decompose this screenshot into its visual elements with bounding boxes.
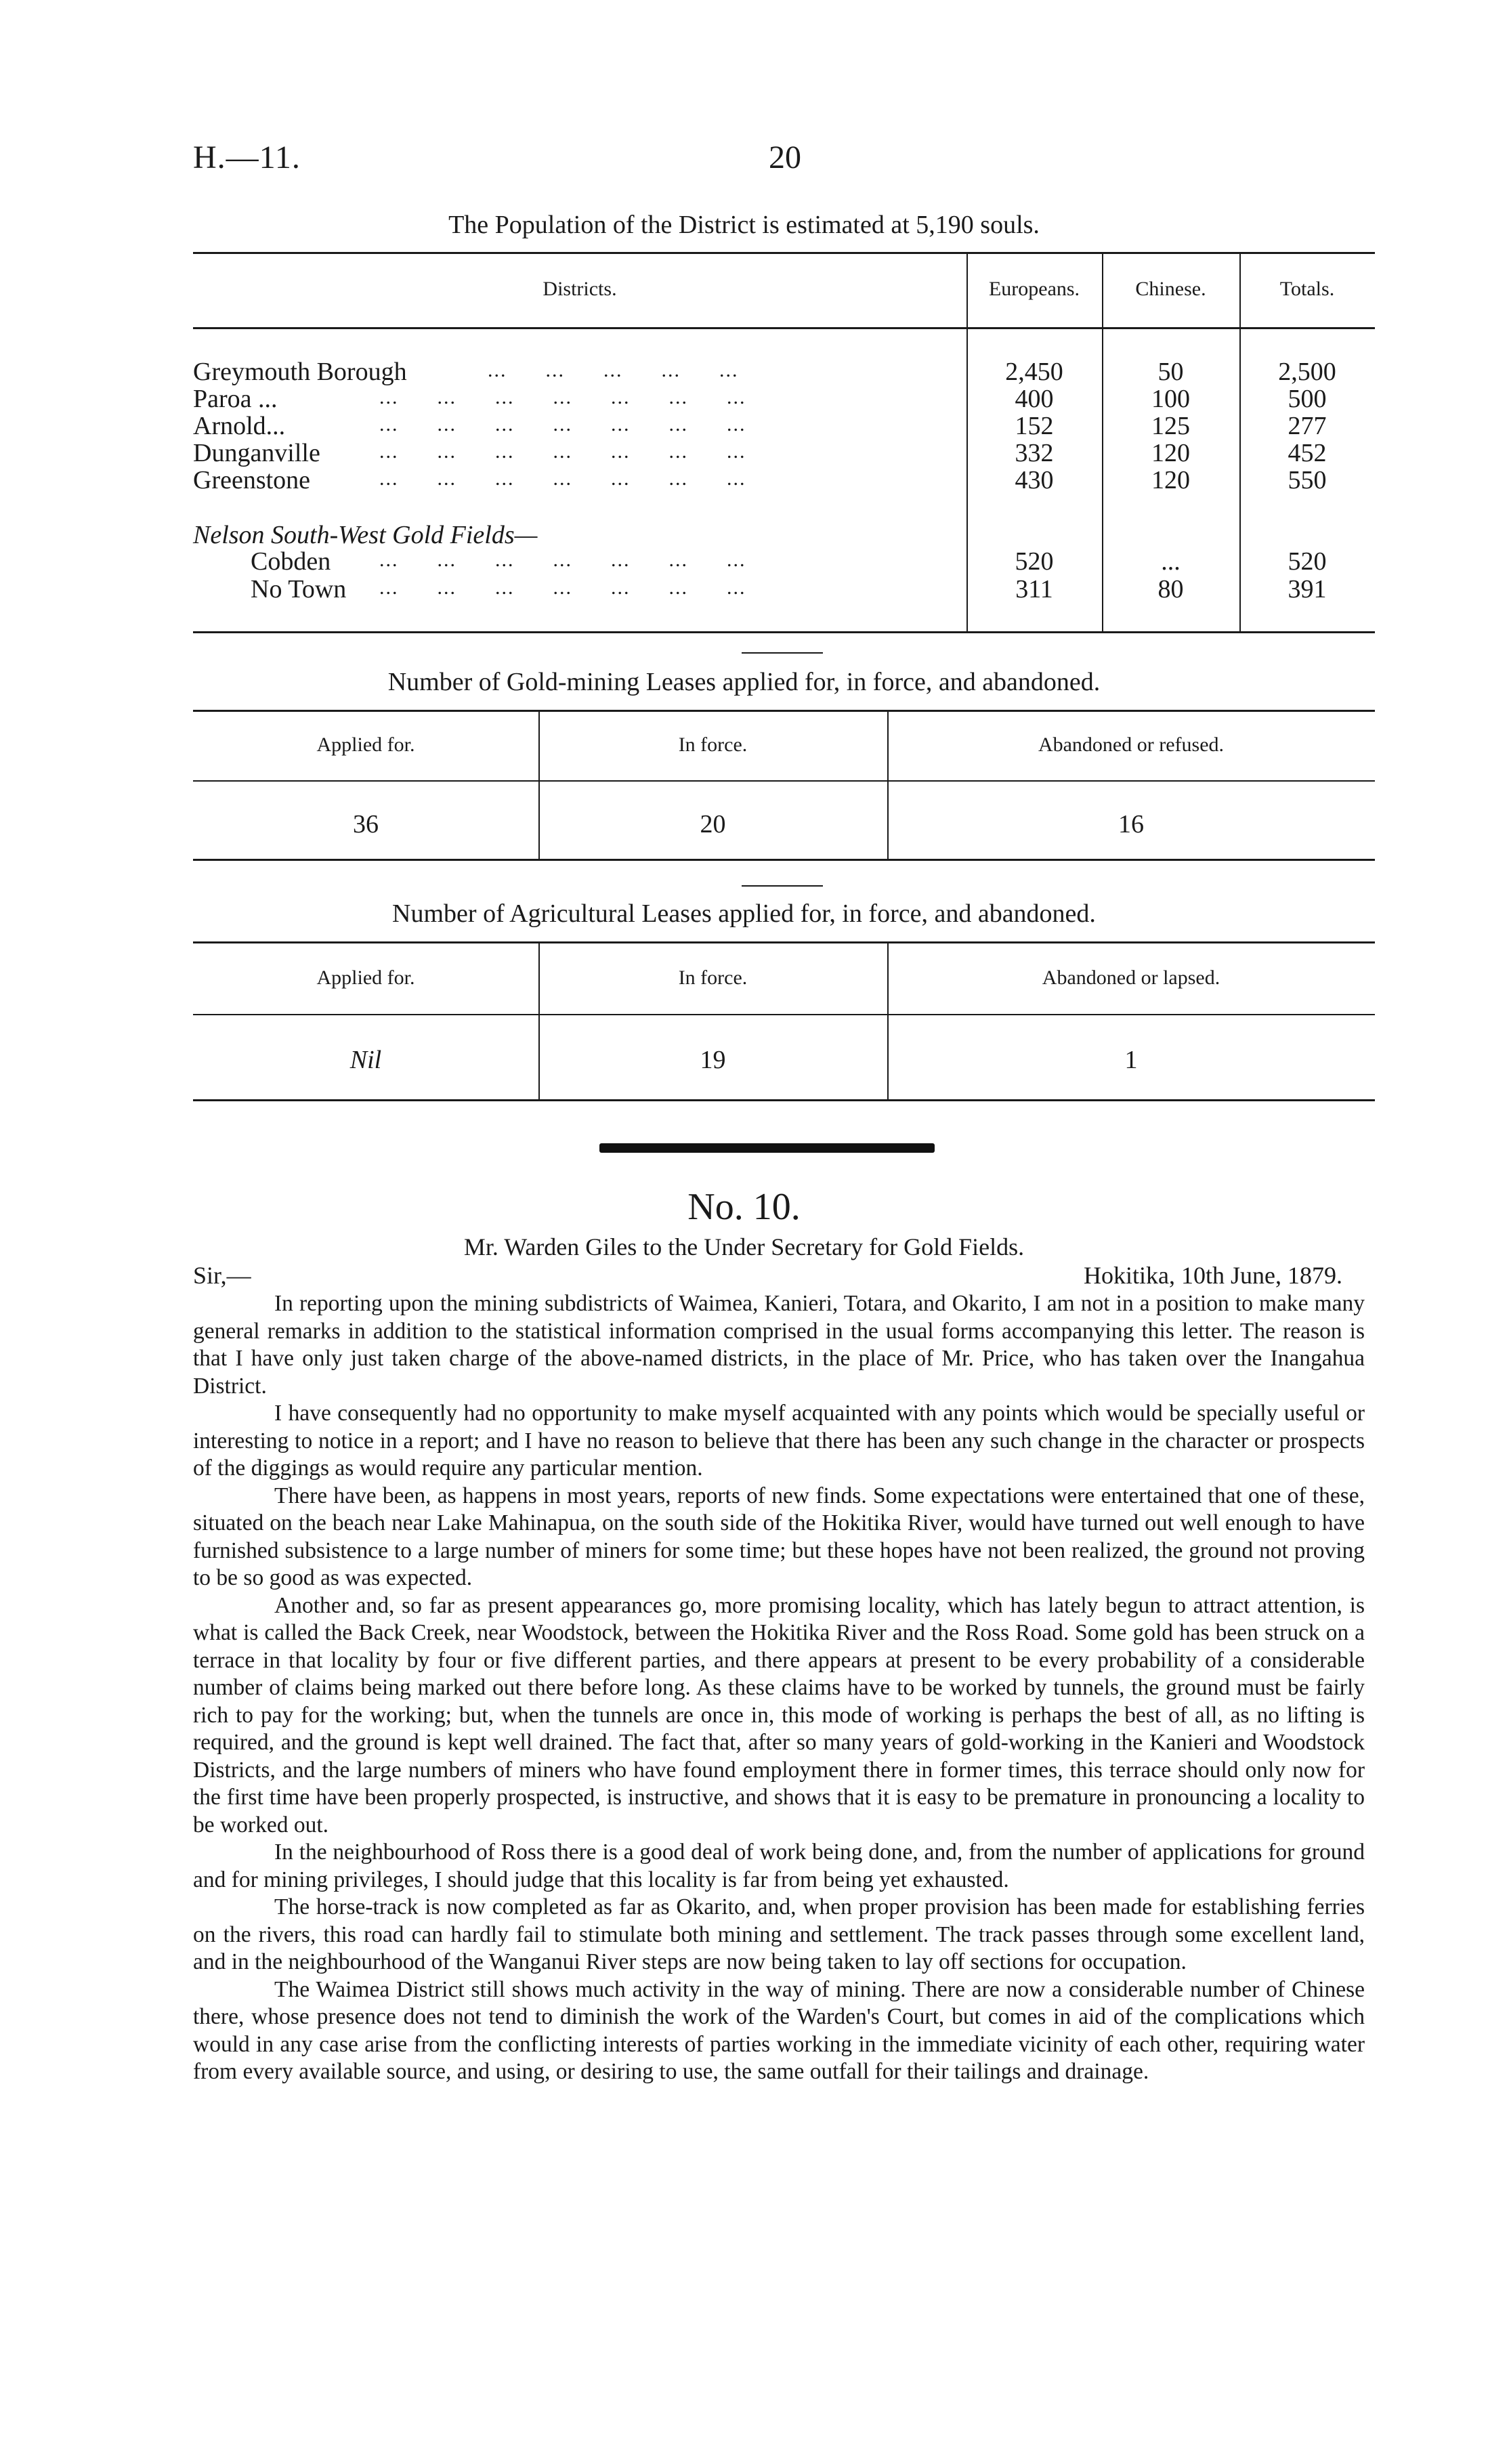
- leader-dots: ... ... ... ... ... ... ...: [379, 549, 746, 571]
- col-header-in-force: In force.: [678, 967, 748, 989]
- dateline: Hokitika, 10th June, 1879.: [1084, 1262, 1342, 1289]
- applied-value: 36: [353, 810, 379, 838]
- col-header-abandoned: Abandoned or refused.: [1038, 734, 1225, 756]
- col-header-totals: Totals.: [1279, 278, 1335, 300]
- section-divider: [599, 1143, 935, 1153]
- chinese-value: 120: [1151, 439, 1190, 467]
- col-header-europeans: Europeans.: [988, 278, 1080, 300]
- col-header-in-force: In force.: [678, 734, 748, 756]
- district-name: Cobden: [251, 547, 331, 576]
- europeans-value: 152: [1015, 412, 1054, 440]
- paragraph: The Waimea District still shows much activity in the way of mining. There are now a considerable number of Chinese there, whose presence does not tend to diminish the work of the Warden's Court, but comes in aid of the complications which would in any case arise from the conflicting interests of parties working in the immediate vicinity of each other, requiring water from every available source, and using, or desiring to use, the same outfall for their tailings and drainage.: [193, 1976, 1365, 2084]
- gold-leases-title: Number of Gold-mining Leases applied for, in force, and abandoned.: [387, 668, 1101, 696]
- chinese-value: 80: [1157, 575, 1184, 603]
- paragraph: I have consequently had no opportunity to make myself acquainted with any points which would be specially useful or interesting to notice in a report; and I have no reason to believe that there has been any such change in the character or prospects of the diggings as would require any particular mention.: [193, 1401, 1365, 1481]
- salutation: Sir,—: [193, 1262, 251, 1289]
- totals-value: 452: [1288, 439, 1327, 467]
- leader-dots: ... ... ... ... ... ... ...: [379, 386, 746, 408]
- paragraph: The horse-track is now completed as far as Okarito, and, when proper provision has been made for establishing ferries on the rivers, this road can hardly fail to stimulate both mining and settlement. The track passes through some excellent land, and in the neighbourhood of the Wanganui River steps are now being taken to lay off sections for occupation.: [193, 1894, 1365, 1974]
- abandoned-value: 16: [1118, 810, 1144, 838]
- totals-value: 500: [1288, 385, 1327, 413]
- paragraph: Another and, so far as present appearances go, more promising locality, which has lately begun to attract attention, is what is called the Back Creek, near Woodstock, between the Hokitika River and the Ross Road. Some gold has been struck on a terrace in that locality by four or five different parties, and there appears at present to be every probability of a considerable number of claims being marked out there before long. As these claims have to be worked by tunnels, the ground must be fairly rich to pay for the working; but, when the tunnels are once in, this mode of working is perhaps the best of all, as no lifting is required, and the ground is kept well drained. The fact that, after so many years of gold-working in the Kanieri and Woodstock Districts, and the large numbers of miners who have found employment there in former times, this terrace should only now for the first time have been properly prospected, is instructive, and shows that it is easy to be premature in pronouncing a locality to be worked out.: [193, 1592, 1365, 1838]
- leader-dots: ... ... ... ... ... ... ...: [379, 467, 746, 490]
- chinese-value: 125: [1151, 412, 1190, 440]
- col-header-districts: Districts.: [543, 278, 617, 300]
- totals-value: 391: [1288, 575, 1327, 603]
- col-header-abandoned: Abandoned or lapsed.: [1042, 967, 1220, 989]
- in-force-value: 19: [700, 1046, 726, 1074]
- totals-value: 277: [1288, 412, 1327, 440]
- totals-value: 520: [1288, 547, 1327, 576]
- district-name: Greymouth Borough: [193, 358, 407, 386]
- letter-body: [193, 1290, 1365, 2086]
- letter-number: No. 10.: [687, 1186, 801, 1228]
- chinese-value: 50: [1157, 358, 1184, 386]
- totals-value: 2,500: [1278, 358, 1336, 386]
- in-force-value: 20: [700, 810, 726, 838]
- district-name: Arnold...: [193, 412, 286, 440]
- chinese-value: 100: [1151, 385, 1190, 413]
- chinese-value: 120: [1151, 466, 1190, 494]
- europeans-value: 2,450: [1005, 358, 1063, 386]
- district-name: Dunganville: [193, 439, 320, 467]
- district-name: No Town: [251, 575, 347, 603]
- page-number: 20: [769, 140, 801, 175]
- col-header-chinese: Chinese.: [1135, 278, 1206, 300]
- paragraph: There have been, as happens in most years, reports of new finds. Some expectations were entertained that one of these, situated on the beach near Lake Mahinapua, on the south side of the Hokitika River, would have turned out well enough to have furnished subsistence to a large number of miners for some time; but these hopes have not been realized, the ground not proving to be so good as was expected.: [193, 1483, 1365, 1590]
- applied-value: Nil: [349, 1046, 382, 1074]
- abandoned-value: 1: [1124, 1046, 1138, 1074]
- nelson-subheading: Nelson South-West Gold Fields—: [193, 521, 538, 549]
- europeans-value: 520: [1015, 547, 1054, 576]
- totals-value: 550: [1288, 466, 1327, 494]
- leader-dots: ... ... ... ... ... ... ...: [379, 413, 746, 436]
- europeans-value: 430: [1015, 466, 1054, 494]
- paragraph: In the neighbourhood of Ross there is a good deal of work being done, and, from the number of applications for ground and for mining privileges, I should judge that this locality is far from being yet exhausted.: [193, 1840, 1365, 1892]
- paragraph: In reporting upon the mining subdistricts of Waimea, Kanieri, Totara, and Okarito, I am not in a position to make many general remarks in addition to the statistical information comprised in the usual forms accompanying this letter. The reason is that I have only just taken charge of the above-named districts, in the place of Mr. Price, who has taken over the Inangahua District.: [193, 1291, 1365, 1399]
- europeans-value: 332: [1015, 439, 1054, 467]
- document-reference: H.—11.: [193, 140, 301, 175]
- letter-title: Mr. Warden Giles to the Under Secretary for Gold Fields.: [463, 1233, 1025, 1260]
- europeans-value: 400: [1015, 385, 1054, 413]
- leader-dots: ... ... ... ... ...: [488, 359, 739, 381]
- europeans-value: 311: [1015, 575, 1053, 603]
- chinese-value: ...: [1161, 547, 1181, 576]
- leader-dots: ... ... ... ... ... ... ...: [379, 440, 746, 463]
- agri-leases-title: Number of Agricultural Leases applied for, in force, and abandoned.: [392, 899, 1096, 928]
- population-title: The Population of the District is estimated at 5,190 souls.: [448, 211, 1040, 239]
- col-header-applied: Applied for.: [316, 967, 415, 989]
- district-name: Paroa ...: [193, 385, 278, 413]
- col-header-applied: Applied for.: [316, 734, 415, 756]
- district-name: Greenstone: [193, 466, 311, 494]
- leader-dots: ... ... ... ... ... ... ...: [379, 576, 746, 599]
